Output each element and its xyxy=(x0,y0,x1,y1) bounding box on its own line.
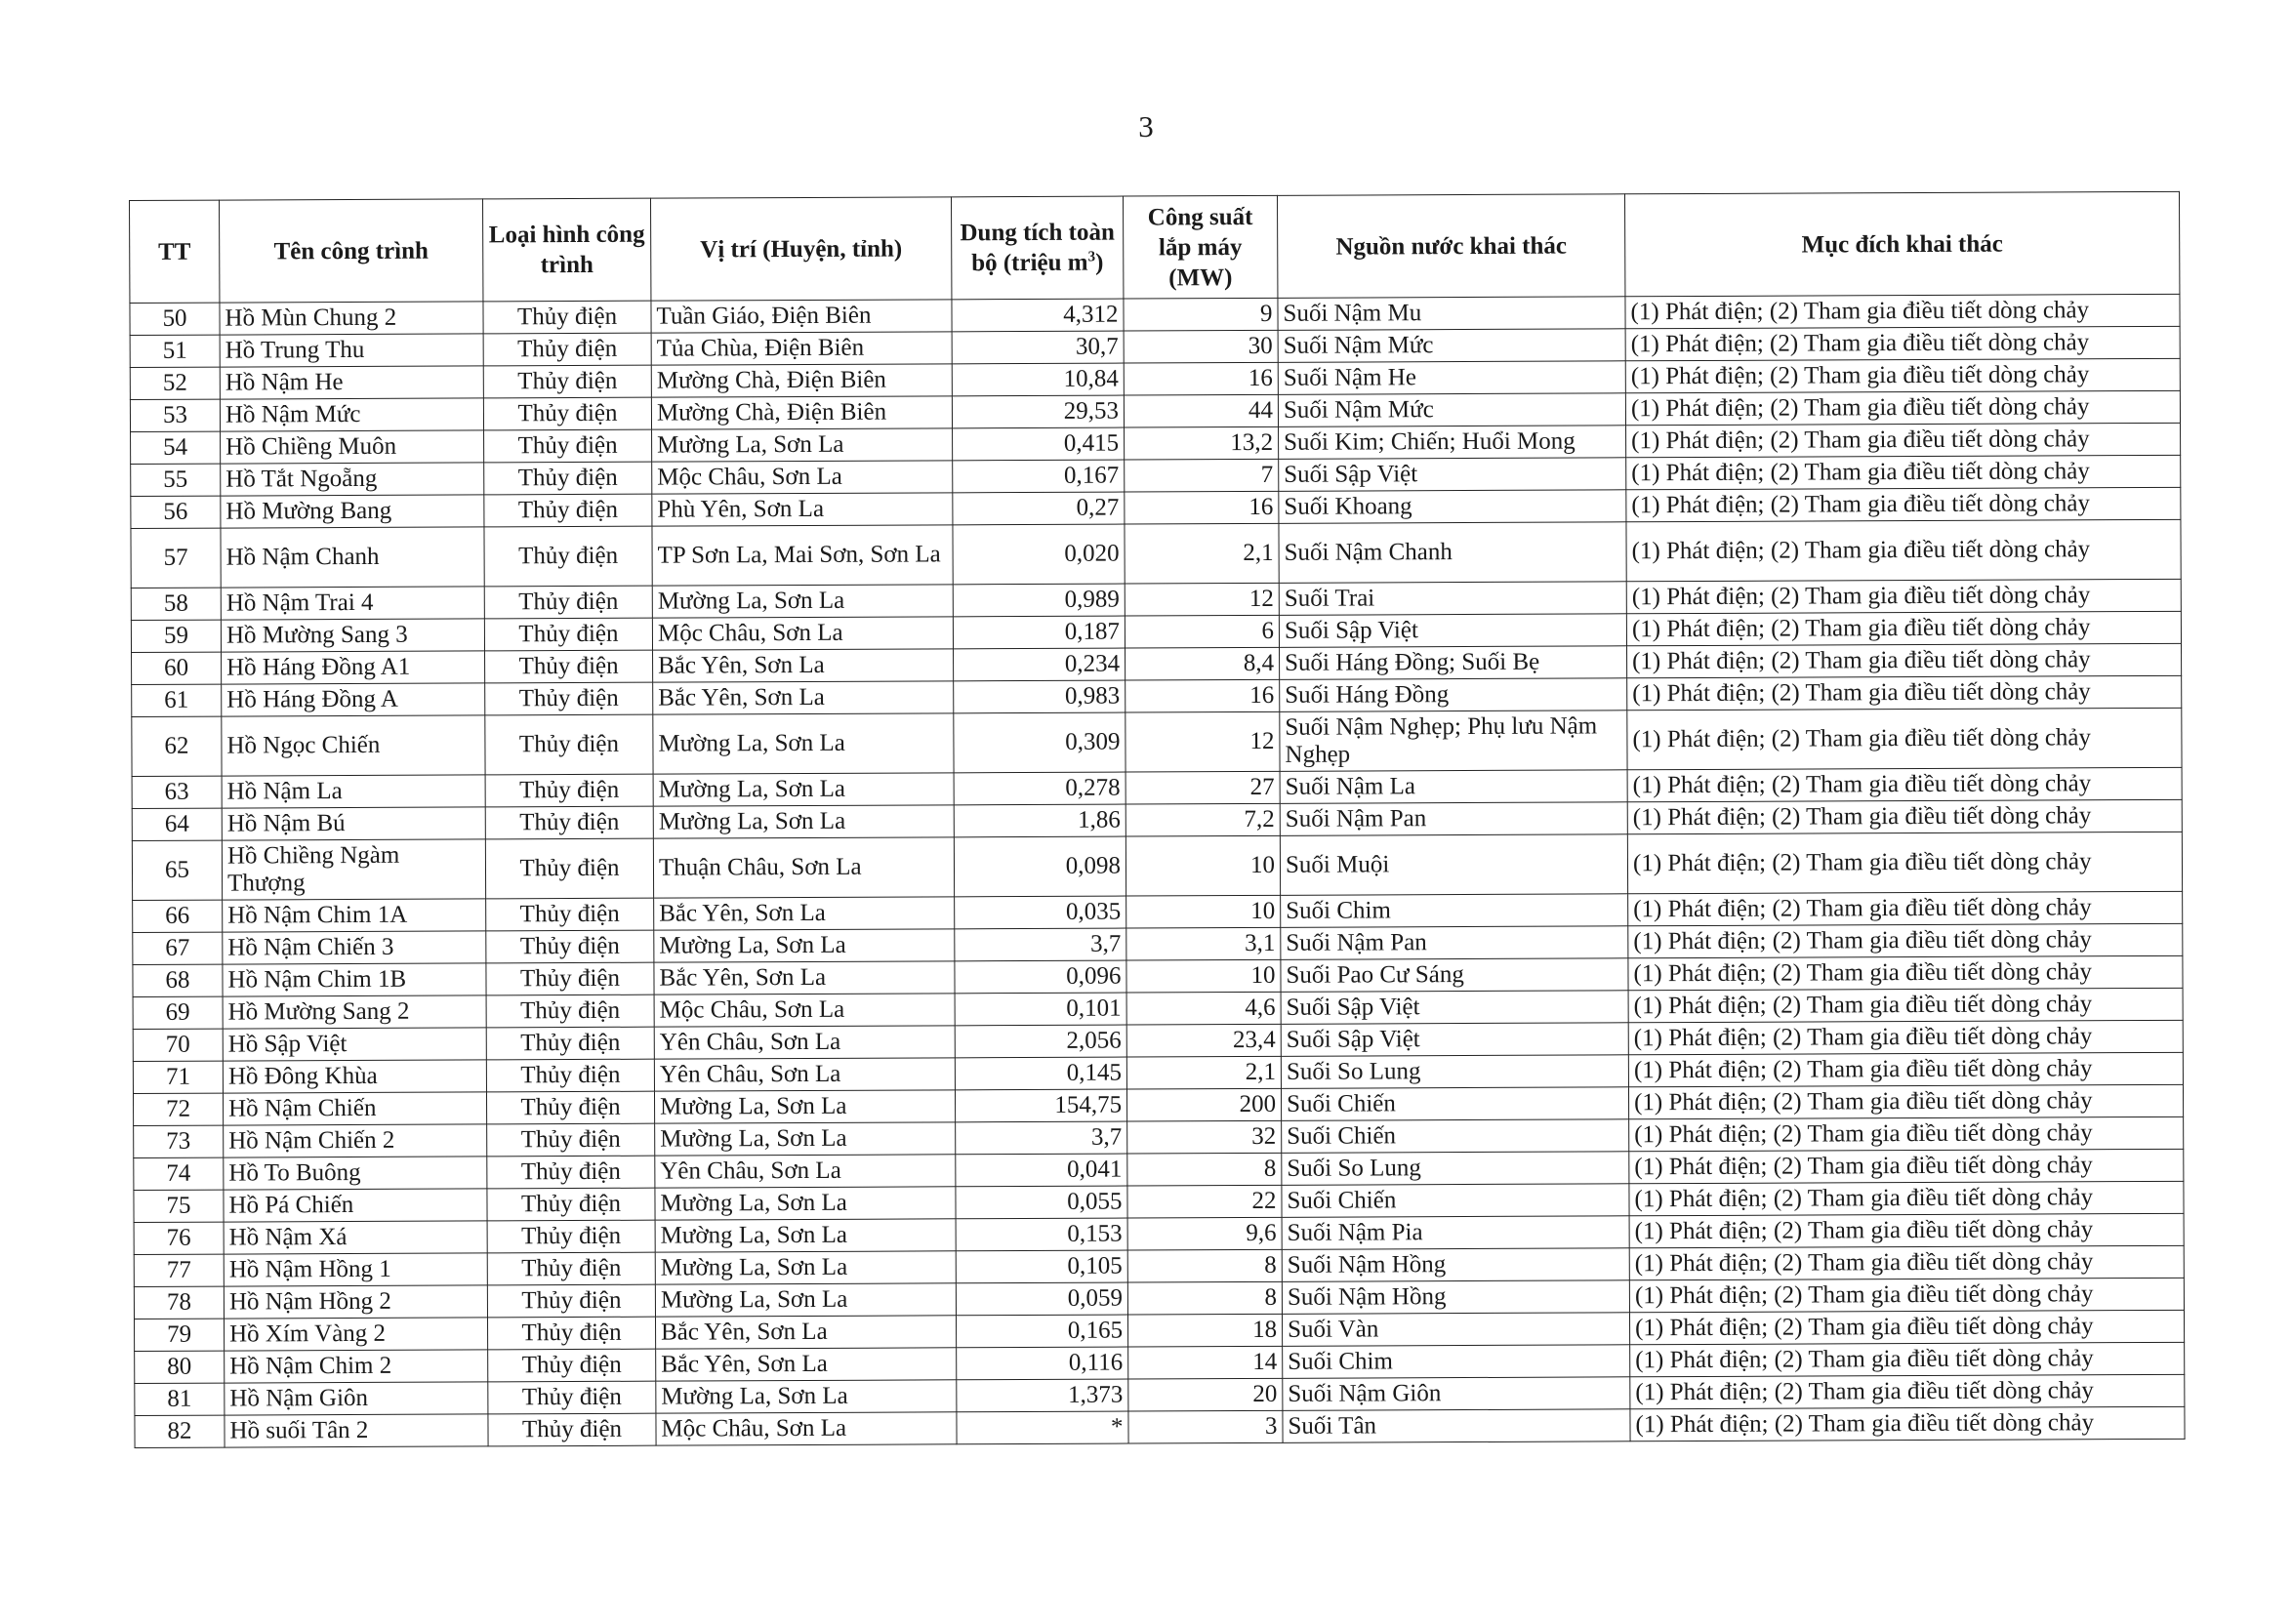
cell-type: Thủy điện xyxy=(488,1349,656,1382)
cell-capacity: 12 xyxy=(1125,583,1279,616)
cell-type: Thủy điện xyxy=(486,930,654,963)
cell-source: Suối Nậm Pan xyxy=(1280,802,1627,836)
cell-name: Hồ Nậm He xyxy=(220,366,483,399)
cell-volume: 29,53 xyxy=(952,395,1124,428)
cell-volume: 0,27 xyxy=(953,492,1125,525)
cell-capacity: 3 xyxy=(1128,1410,1283,1443)
cell-name: Hồ Chiềng Muôn xyxy=(221,430,484,464)
cell-source: Suối Sập Việt xyxy=(1281,1023,1628,1057)
cell-volume: 10,84 xyxy=(952,363,1124,396)
cell-purpose: (1) Phát điện; (2) Tham gia điều tiết dòng chảy xyxy=(1629,1245,2184,1279)
cell-name: Hồ Nậm Chiến 3 xyxy=(223,931,486,964)
cell-capacity: 9,6 xyxy=(1127,1217,1282,1250)
cell-source: Suối Nậm Hồng xyxy=(1282,1280,1629,1315)
cell-purpose: (1) Phát điện; (2) Tham gia điều tiết dòng chảy xyxy=(1626,519,2181,581)
cell-source: Suối Chim xyxy=(1283,1345,1630,1379)
cell-volume: 0,989 xyxy=(953,584,1125,617)
cell-location: Bắc Yên, Sơn La xyxy=(656,1348,957,1381)
cell-location: Mường La, Sơn La xyxy=(655,1122,956,1156)
cell-location: Bắc Yên, Sơn La xyxy=(653,649,954,682)
cell-purpose: (1) Phát điện; (2) Tham gia điều tiết dòng chảy xyxy=(1628,955,2183,990)
cell-location: Mộc Châu, Sơn La xyxy=(656,1412,957,1445)
cell-volume: 0,415 xyxy=(953,427,1125,461)
cell-capacity: 14 xyxy=(1128,1346,1283,1379)
cell-purpose: (1) Phát điện; (2) Tham gia điều tiết dòng chảy xyxy=(1630,1406,2185,1441)
cell-type: Thủy điện xyxy=(485,682,653,715)
cell-name: Hồ Nậm Hồng 2 xyxy=(224,1285,487,1319)
cell-volume: 30,7 xyxy=(952,331,1124,364)
cell-source: Suối Nậm Giôn xyxy=(1283,1377,1630,1411)
cell-purpose: (1) Phát điện; (2) Tham gia điều tiết dòng chảy xyxy=(1626,487,2181,521)
cell-purpose: (1) Phát điện; (2) Tham gia điều tiết dòng chảy xyxy=(1629,1310,2184,1344)
cell-type: Thủy điện xyxy=(488,1381,656,1414)
cell-tt: 68 xyxy=(133,964,223,996)
cell-location: Yên Châu, Sơn La xyxy=(654,1026,955,1059)
cell-name: Hồ Sập Việt xyxy=(223,1028,486,1061)
cell-name: Hồ Mường Sang 3 xyxy=(221,619,484,652)
cell-purpose: (1) Phát điện; (2) Tham gia điều tiết dòng chảy xyxy=(1626,423,2181,457)
table-row xyxy=(132,832,2182,900)
cell-purpose: (1) Phát điện; (2) Tham gia điều tiết dòng chảy xyxy=(1628,1052,2183,1086)
cell-name: Hồ Nậm Chim 1A xyxy=(223,899,486,932)
cell-tt: 67 xyxy=(133,932,223,964)
cell-volume: 0,116 xyxy=(957,1347,1128,1380)
cell-name: Hồ Mường Bang xyxy=(221,495,484,528)
cell-location: Mường La, Sơn La xyxy=(655,1251,956,1284)
cell-tt: 75 xyxy=(134,1190,224,1222)
cell-volume: 0,098 xyxy=(954,836,1126,897)
cell-location: Mường La, Sơn La xyxy=(653,805,954,838)
cell-tt: 62 xyxy=(132,716,222,776)
cell-source: Suối Nậm La xyxy=(1280,770,1627,804)
cell-capacity: 10 xyxy=(1126,959,1281,993)
cell-purpose: (1) Phát điện; (2) Tham gia điều tiết dòng chảy xyxy=(1627,832,2182,893)
cell-tt: 69 xyxy=(133,996,223,1029)
cell-tt: 57 xyxy=(131,528,221,588)
cell-volume: 0,059 xyxy=(956,1282,1127,1316)
cell-volume: 1,373 xyxy=(957,1379,1128,1412)
cell-source: Suối Nậm Chanh xyxy=(1279,522,1626,584)
cell-capacity: 16 xyxy=(1124,362,1278,395)
cell-purpose: (1) Phát điện; (2) Tham gia điều tiết dòng chảy xyxy=(1630,1342,2185,1376)
cell-source: Suối Chiến xyxy=(1282,1119,1629,1154)
cell-location: Yên Châu, Sơn La xyxy=(655,1155,956,1188)
cell-source: Suối Tân xyxy=(1283,1409,1630,1443)
cell-location: Mộc Châu, Sơn La xyxy=(652,617,953,650)
cell-type: Thủy điện xyxy=(484,586,652,619)
cell-tt: 60 xyxy=(132,652,222,684)
cell-purpose: (1) Phát điện; (2) Tham gia điều tiết dòng chảy xyxy=(1627,643,2182,677)
cell-location: Tuần Giáo, Điện Biên xyxy=(651,300,952,333)
cell-name: Hồ Nậm Chiến xyxy=(223,1092,486,1125)
cell-volume: 0,055 xyxy=(956,1186,1127,1219)
cell-purpose: (1) Phát điện; (2) Tham gia điều tiết dòng chảy xyxy=(1627,799,2182,833)
cell-volume: 1,86 xyxy=(954,804,1126,837)
cell-type: Thủy điện xyxy=(483,301,651,334)
cell-source: Suối Háng Đồng xyxy=(1280,678,1627,712)
cell-volume: 0,234 xyxy=(954,648,1126,681)
cell-capacity: 44 xyxy=(1124,394,1278,427)
cell-tt: 64 xyxy=(132,808,222,840)
cell-tt: 61 xyxy=(132,684,222,716)
cell-type: Thủy điện xyxy=(485,774,653,807)
cell-location: Mường Chà, Điện Biên xyxy=(651,396,952,429)
cell-location: Tủa Chùa, Điện Biên xyxy=(651,332,952,365)
table-row xyxy=(132,708,2182,776)
cell-volume: 0,145 xyxy=(955,1057,1126,1090)
cell-tt: 76 xyxy=(134,1222,224,1254)
cell-source: Suối Chiến xyxy=(1282,1184,1629,1218)
cell-location: Mường La, Sơn La xyxy=(655,1283,956,1317)
cell-type: Thủy điện xyxy=(486,898,654,931)
cell-source: Suối Pao Cư Sáng xyxy=(1281,958,1628,993)
cell-tt: 56 xyxy=(131,496,221,528)
page-number: 3 xyxy=(1138,109,1154,143)
cell-name: Hồ Pá Chiến xyxy=(224,1189,487,1222)
cell-volume: * xyxy=(957,1411,1128,1444)
cell-capacity: 10 xyxy=(1126,835,1280,896)
cell-capacity: 4,6 xyxy=(1126,992,1281,1025)
header-name: Tên công trình xyxy=(220,199,483,303)
cell-name: Hồ Nậm Chanh xyxy=(221,527,484,588)
header-source: Nguồn nước khai thác xyxy=(1277,194,1624,299)
cell-tt: 71 xyxy=(133,1061,223,1093)
cell-name: Hồ Háng Đồng A1 xyxy=(222,651,485,684)
header-type: Loại hình công trình xyxy=(482,198,650,302)
cell-name: Hồ suối Tân 2 xyxy=(225,1414,488,1447)
cell-volume: 0,096 xyxy=(955,960,1126,994)
cell-location: Mộc Châu, Sơn La xyxy=(652,461,953,494)
cell-source: Suối So Lung xyxy=(1281,1055,1628,1089)
cell-name: Hồ Tắt Ngoẵng xyxy=(221,463,484,496)
cell-name: Hồ Nậm Hồng 1 xyxy=(224,1253,487,1286)
cell-tt: 65 xyxy=(132,840,222,900)
cell-capacity: 22 xyxy=(1127,1185,1282,1218)
cell-type: Thủy điện xyxy=(487,1156,655,1189)
cell-type: Thủy điện xyxy=(484,429,652,463)
cell-capacity: 27 xyxy=(1126,771,1280,804)
cell-purpose: (1) Phát điện; (2) Tham gia điều tiết dòng chảy xyxy=(1625,358,2180,392)
cell-capacity: 8 xyxy=(1127,1249,1282,1282)
cell-volume: 154,75 xyxy=(955,1089,1126,1122)
cell-type: Thủy điện xyxy=(487,1123,655,1157)
cell-tt: 79 xyxy=(135,1319,225,1351)
cell-capacity: 6 xyxy=(1125,615,1279,648)
cell-type: Thủy điện xyxy=(486,962,654,995)
header-volume-text: Dung tích toàn bộ (triệu m xyxy=(960,219,1115,277)
cell-location: Mường La, Sơn La xyxy=(656,1380,957,1413)
cell-tt: 59 xyxy=(131,620,221,652)
cell-purpose: (1) Phát điện; (2) Tham gia điều tiết dòng chảy xyxy=(1628,891,2183,925)
cell-type: Thủy điện xyxy=(487,1188,655,1221)
cell-purpose: (1) Phát điện; (2) Tham gia điều tiết dòng chảy xyxy=(1628,988,2183,1022)
cell-volume: 3,7 xyxy=(955,928,1126,961)
cell-location: Mường La, Sơn La xyxy=(654,1090,955,1123)
cell-location: Mường La, Sơn La xyxy=(653,713,954,774)
cell-capacity: 16 xyxy=(1125,491,1279,524)
cell-purpose: (1) Phát điện; (2) Tham gia điều tiết dòng chảy xyxy=(1629,1116,2184,1151)
cell-type: Thủy điện xyxy=(484,526,652,587)
cell-purpose: (1) Phát điện; (2) Tham gia điều tiết dòng chảy xyxy=(1629,1278,2184,1312)
cell-type: Thủy điện xyxy=(486,995,654,1028)
cell-location: Mường La, Sơn La xyxy=(652,585,953,618)
cell-purpose: (1) Phát điện; (2) Tham gia điều tiết dòng chảy xyxy=(1629,1213,2184,1247)
table-row xyxy=(131,519,2181,588)
cell-type: Thủy điện xyxy=(485,650,653,683)
cell-type: Thủy điện xyxy=(486,1091,654,1124)
cell-source: Suối Sập Việt xyxy=(1281,991,1628,1025)
cell-tt: 63 xyxy=(132,776,222,808)
cell-volume: 0,041 xyxy=(956,1154,1127,1187)
header-row xyxy=(130,191,2180,303)
cell-name: Hồ Chiềng Ngàm Thượng xyxy=(222,839,485,900)
cell-volume: 0,309 xyxy=(954,712,1126,773)
cell-capacity: 2,1 xyxy=(1125,523,1279,584)
cell-purpose: (1) Phát điện; (2) Tham gia điều tiết dòng chảy xyxy=(1627,708,2182,769)
cell-type: Thủy điện xyxy=(483,365,651,398)
header-location: Vị trí (Huyện, tỉnh) xyxy=(650,197,951,301)
header-volume xyxy=(951,196,1123,300)
cell-name: Hồ Mường Sang 2 xyxy=(223,995,486,1029)
cell-name: Hồ Nậm Chim 1B xyxy=(223,963,486,996)
cell-purpose: (1) Phát điện; (2) Tham gia điều tiết dòng chảy xyxy=(1629,1149,2184,1183)
cell-capacity: 8,4 xyxy=(1126,647,1280,680)
cell-source: Suối Nậm Nghẹp; Phụ lưu Nậm Nghẹp xyxy=(1280,710,1627,772)
cell-source: Suối Nậm Mức xyxy=(1278,329,1625,363)
cell-name: Hồ Nậm Xá xyxy=(224,1221,487,1254)
cell-tt: 50 xyxy=(130,303,220,335)
cell-location: Mường La, Sơn La xyxy=(653,773,954,806)
cell-capacity: 9 xyxy=(1124,298,1278,331)
table-body xyxy=(130,294,2185,1447)
cell-tt: 74 xyxy=(134,1157,224,1190)
cell-location: Mường Chà, Điện Biên xyxy=(651,364,952,397)
cell-tt: 70 xyxy=(133,1029,223,1061)
cell-tt: 73 xyxy=(134,1125,224,1157)
cell-capacity: 16 xyxy=(1126,679,1280,712)
cell-tt: 54 xyxy=(131,431,221,464)
cell-source: Suối Nậm Pia xyxy=(1282,1216,1629,1250)
cell-source: Suối Khoang xyxy=(1279,490,1626,524)
cell-capacity: 20 xyxy=(1128,1378,1283,1411)
cell-source: Suối Nậm Hồng xyxy=(1282,1248,1629,1282)
cell-source: Suối Chiến xyxy=(1281,1087,1628,1121)
cell-location: TP Sơn La, Mai Sơn, Sơn La xyxy=(652,525,953,586)
cell-purpose: (1) Phát điện; (2) Tham gia điều tiết dòng chảy xyxy=(1628,1084,2183,1118)
cell-capacity: 30 xyxy=(1124,330,1278,363)
cell-capacity: 13,2 xyxy=(1125,426,1279,460)
cell-purpose: (1) Phát điện; (2) Tham gia điều tiết dòng chảy xyxy=(1626,455,2181,489)
cell-source: Suối Kim; Chiến; Huổi Mong xyxy=(1279,426,1626,460)
cell-purpose: (1) Phát điện; (2) Tham gia điều tiết dòng chảy xyxy=(1626,611,2181,645)
cell-capacity: 7 xyxy=(1125,459,1279,492)
cell-capacity: 7,2 xyxy=(1126,803,1280,836)
cell-location: Mộc Châu, Sơn La xyxy=(654,994,955,1027)
cell-tt: 72 xyxy=(133,1093,223,1125)
header-tt: TT xyxy=(130,200,220,303)
cell-source: Suối Sập Việt xyxy=(1279,458,1626,492)
cell-source: Suối So Lung xyxy=(1282,1152,1629,1186)
cell-tt: 66 xyxy=(133,900,223,932)
cell-type: Thủy điện xyxy=(483,397,651,430)
cell-source: Suối Nậm He xyxy=(1278,361,1625,395)
cell-name: Hồ Trung Thu xyxy=(220,334,483,367)
cell-type: Thủy điện xyxy=(487,1252,655,1285)
cell-capacity: 18 xyxy=(1127,1314,1282,1347)
cell-type: Thủy điện xyxy=(487,1284,655,1318)
cell-source: Suối Vàn xyxy=(1282,1313,1629,1347)
cell-name: Hồ Nậm Trai 4 xyxy=(221,587,484,620)
cell-volume: 0,020 xyxy=(953,524,1125,585)
cell-name: Hồ Mùn Chung 2 xyxy=(220,302,483,335)
cell-name: Hồ Nậm Chiến 2 xyxy=(224,1124,487,1157)
cell-tt: 78 xyxy=(134,1286,224,1319)
hydropower-table xyxy=(129,191,2186,1448)
cell-location: Phù Yên, Sơn La xyxy=(652,493,953,526)
cell-name: Hồ Đông Khùa xyxy=(223,1060,486,1093)
cell-source: Suối Nậm Pan xyxy=(1281,926,1628,960)
cell-purpose: (1) Phát điện; (2) Tham gia điều tiết dòng chảy xyxy=(1625,294,2180,328)
cell-purpose: (1) Phát điện; (2) Tham gia điều tiết dòng chảy xyxy=(1625,390,2180,425)
cell-volume: 2,056 xyxy=(955,1025,1126,1058)
cell-volume: 0,101 xyxy=(955,993,1126,1026)
cell-type: Thủy điện xyxy=(484,618,652,651)
cell-capacity: 12 xyxy=(1126,711,1280,772)
cell-location: Bắc Yên, Sơn La xyxy=(654,897,955,930)
cell-type: Thủy điện xyxy=(488,1413,656,1446)
cell-purpose: (1) Phát điện; (2) Tham gia điều tiết dòng chảy xyxy=(1627,767,2182,801)
cell-volume: 0,165 xyxy=(956,1315,1127,1348)
cell-volume: 3,7 xyxy=(956,1121,1127,1155)
cell-tt: 82 xyxy=(135,1415,225,1447)
cell-purpose: (1) Phát điện; (2) Tham gia điều tiết dòng chảy xyxy=(1628,923,2183,957)
cell-tt: 58 xyxy=(131,588,221,620)
header-volume-sup: 3 xyxy=(1087,249,1096,265)
cell-purpose: (1) Phát điện; (2) Tham gia điều tiết dòng chảy xyxy=(1628,1020,2183,1054)
cell-capacity: 8 xyxy=(1127,1281,1282,1315)
cell-name: Hồ Ngọc Chiến xyxy=(222,715,485,776)
cell-source: Suối Nậm Mu xyxy=(1278,297,1625,331)
cell-source: Suối Sập Việt xyxy=(1279,614,1626,648)
cell-type: Thủy điện xyxy=(485,806,653,839)
cell-name: Hồ To Buông xyxy=(224,1157,487,1190)
cell-location: Bắc Yên, Sơn La xyxy=(655,1316,956,1349)
cell-volume: 0,153 xyxy=(956,1218,1127,1251)
cell-source: Suối Trai xyxy=(1279,582,1626,616)
cell-type: Thủy điện xyxy=(484,494,652,527)
cell-location: Bắc Yên, Sơn La xyxy=(654,961,955,995)
cell-type: Thủy điện xyxy=(487,1317,655,1350)
cell-source: Suối Muội xyxy=(1280,834,1627,896)
cell-type: Thủy điện xyxy=(486,1059,654,1092)
header-volume-close: ) xyxy=(1095,249,1104,276)
cell-volume: 0,983 xyxy=(954,680,1126,713)
header-capacity: Công suất lắp máy (MW) xyxy=(1123,195,1277,299)
cell-tt: 80 xyxy=(135,1351,225,1383)
cell-purpose: (1) Phát điện; (2) Tham gia điều tiết dòng chảy xyxy=(1629,1181,2184,1215)
cell-name: Hồ Nậm La xyxy=(222,775,485,808)
cell-name: Hồ Nậm Giôn xyxy=(225,1382,488,1415)
cell-capacity: 8 xyxy=(1127,1153,1282,1186)
cell-name: Hồ Xím Vàng 2 xyxy=(225,1318,488,1351)
cell-type: Thủy điện xyxy=(485,714,653,775)
cell-source: Suối Nậm Mức xyxy=(1278,393,1625,427)
cell-purpose: (1) Phát điện; (2) Tham gia điều tiết dòng chảy xyxy=(1625,326,2180,360)
cell-capacity: 200 xyxy=(1126,1088,1281,1121)
cell-volume: 0,035 xyxy=(955,896,1126,929)
cell-tt: 55 xyxy=(131,464,221,496)
cell-location: Mường La, Sơn La xyxy=(654,929,955,962)
cell-capacity: 23,4 xyxy=(1126,1024,1281,1057)
cell-purpose: (1) Phát điện; (2) Tham gia điều tiết dòng chảy xyxy=(1627,675,2182,710)
cell-capacity: 32 xyxy=(1127,1120,1282,1154)
cell-location: Bắc Yên, Sơn La xyxy=(653,681,954,714)
cell-purpose: (1) Phát điện; (2) Tham gia điều tiết dòng chảy xyxy=(1626,579,2181,613)
cell-tt: 53 xyxy=(130,399,220,431)
cell-volume: 0,278 xyxy=(954,772,1126,805)
cell-capacity: 10 xyxy=(1126,895,1281,928)
cell-location: Thuận Châu, Sơn La xyxy=(653,837,954,898)
cell-name: Hồ Nậm Bú xyxy=(222,807,485,840)
cell-name: Hồ Háng Đồng A xyxy=(222,683,485,716)
cell-purpose: (1) Phát điện; (2) Tham gia điều tiết dòng chảy xyxy=(1630,1374,2185,1408)
cell-type: Thủy điện xyxy=(484,462,652,495)
cell-tt: 52 xyxy=(130,367,220,399)
cell-volume: 0,187 xyxy=(953,616,1125,649)
cell-volume: 0,167 xyxy=(953,460,1125,493)
cell-location: Mường La, Sơn La xyxy=(655,1219,956,1252)
cell-tt: 81 xyxy=(135,1383,225,1415)
cell-location: Mường La, Sơn La xyxy=(652,428,953,462)
cell-tt: 51 xyxy=(130,335,220,367)
cell-location: Yên Châu, Sơn La xyxy=(654,1058,955,1091)
cell-type: Thủy điện xyxy=(485,838,653,899)
cell-capacity: 3,1 xyxy=(1126,927,1281,960)
cell-name: Hồ Nậm Mức xyxy=(220,398,483,431)
cell-tt: 77 xyxy=(134,1254,224,1286)
cell-type: Thủy điện xyxy=(487,1220,655,1253)
header-purpose: Mục đích khai thác xyxy=(1624,191,2179,296)
cell-location: Mường La, Sơn La xyxy=(655,1187,956,1220)
cell-volume: 4,312 xyxy=(952,299,1124,332)
cell-type: Thủy điện xyxy=(483,333,651,366)
cell-source: Suối Háng Đồng; Suối Bẹ xyxy=(1280,646,1627,680)
cell-source: Suối Chim xyxy=(1281,894,1628,928)
cell-name: Hồ Nậm Chim 2 xyxy=(225,1350,488,1383)
cell-type: Thủy điện xyxy=(486,1027,654,1060)
cell-capacity: 2,1 xyxy=(1126,1056,1281,1089)
cell-volume: 0,105 xyxy=(956,1250,1127,1283)
